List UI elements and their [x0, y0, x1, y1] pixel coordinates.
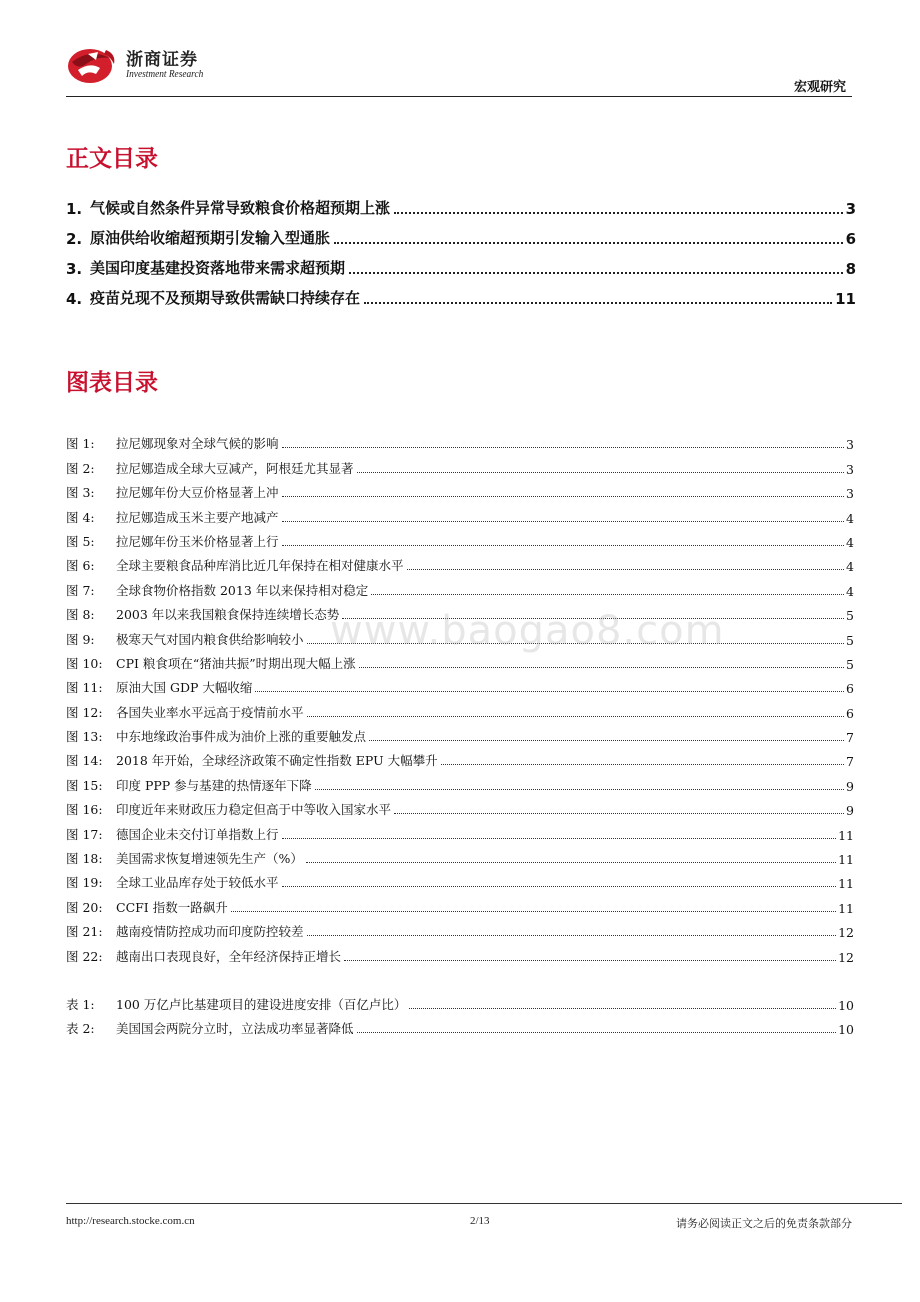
entry-title: 2003 年以来我国粮食保持连续增长态势	[116, 607, 340, 623]
entry-page: 5	[846, 656, 854, 672]
dot-leader	[231, 910, 836, 912]
toc-entry-page: 6	[845, 230, 856, 248]
brand-logo-icon	[66, 42, 120, 86]
dot-leader	[334, 241, 843, 244]
entry-label: 图 2:	[66, 460, 95, 476]
figure-toc-entry[interactable]	[66, 721, 854, 745]
watermark: www.baogao8.com	[330, 608, 725, 654]
report-category: 宏观研究	[793, 80, 846, 95]
entry-title: 全球主要粮食品种库消比近几年保持在相对健康水平	[116, 558, 404, 574]
figure-toc-entry[interactable]	[66, 574, 854, 598]
dot-leader	[394, 211, 843, 214]
figure-toc-entry[interactable]	[66, 891, 854, 915]
entry-title: 全球食物价格指数 2013 年以来保持相对稳定	[116, 582, 369, 598]
entry-label: 图 16:	[66, 802, 103, 818]
toc-entry-number: 2.	[66, 230, 83, 248]
entry-title: 原油大国 GDP 大幅收缩	[116, 680, 253, 696]
entry-title: 2018 年开始，全球经济政策不确定性指数 EPU 大幅攀升	[116, 753, 438, 769]
dot-leader	[282, 837, 837, 839]
footer-url[interactable]: http://research.stocke.com.cn	[66, 1215, 195, 1227]
entry-page: 6	[846, 681, 854, 697]
dot-leader	[369, 739, 844, 741]
dot-leader	[255, 690, 844, 692]
entry-label: 图 11:	[66, 680, 103, 696]
dot-leader	[407, 568, 845, 570]
entry-page: 7	[846, 730, 854, 746]
toc-entry-page: 8	[845, 260, 856, 278]
figure-toc-entry[interactable]	[66, 526, 854, 550]
entry-label: 表 1:	[66, 996, 95, 1012]
entry-page: 11	[838, 876, 854, 892]
dot-leader	[282, 544, 845, 546]
entry-label: 图 3:	[66, 485, 95, 501]
entry-title: 中东地缘政治事件成为油价上涨的重要触发点	[116, 729, 367, 745]
dot-leader	[282, 495, 845, 497]
entry-page: 10	[838, 1022, 854, 1038]
entry-title: 各国失业率水平远高于疫情前水平	[116, 704, 304, 720]
entry-page: 5	[846, 608, 854, 624]
entry-label: 图 6:	[66, 558, 95, 574]
dot-leader	[394, 812, 844, 814]
entry-page: 3	[846, 486, 854, 502]
toc-entry-title: 美国印度基建投资落地带来需求超预期	[90, 259, 346, 277]
footer-disclaimer: 请务必阅读正文之后的免责条款部分	[676, 1217, 852, 1230]
entry-label: 图 14:	[66, 753, 103, 769]
toc-entry[interactable]	[66, 278, 856, 308]
toc-entry[interactable]	[66, 188, 856, 218]
page-header	[66, 40, 854, 98]
dot-leader	[307, 934, 837, 936]
figure-toc-entry[interactable]	[66, 940, 854, 964]
dot-leader	[371, 593, 844, 595]
entry-page: 3	[846, 461, 854, 477]
header-divider	[66, 96, 852, 97]
main-toc-heading: 正文目录	[66, 146, 158, 172]
entry-label: 图 15:	[66, 777, 103, 793]
dot-leader	[344, 959, 836, 961]
entry-page: 11	[838, 900, 854, 916]
figure-toc-entry[interactable]	[66, 672, 854, 696]
dot-leader	[364, 301, 832, 304]
entry-title: 印度近年来财政压力稳定但高于中等收入国家水平	[116, 802, 392, 818]
entry-title: 越南疫情防控成功而印度防控较差	[116, 924, 304, 940]
entry-label: 图 13:	[66, 729, 103, 745]
dot-leader	[359, 666, 844, 668]
entry-title: 拉尼娜年份玉米价格显著上行	[116, 533, 279, 549]
table-toc-entry[interactable]	[66, 989, 854, 1013]
entry-title: 拉尼娜造成玉米主要产地减产	[116, 509, 279, 525]
toc-entry-title: 气候或自然条件异常导致粮食价格超预期上涨	[90, 199, 391, 217]
figure-toc-entry[interactable]	[66, 867, 854, 891]
dot-leader	[357, 471, 845, 473]
figure-toc-entry[interactable]	[66, 794, 854, 818]
toc-entry-number: 4.	[66, 290, 83, 308]
entry-title: CPI 粮食项在“猪油共振”时期出现大幅上涨	[116, 655, 356, 671]
entry-label: 图 22:	[66, 948, 103, 964]
figure-toc-entry[interactable]	[66, 477, 854, 501]
entry-title: 美国需求恢复增速领先生产（%）	[116, 851, 303, 867]
entry-page: 7	[846, 754, 854, 770]
entry-page: 4	[846, 534, 854, 550]
dot-leader	[441, 763, 844, 765]
dot-leader	[282, 520, 845, 522]
entry-title: 拉尼娜造成全球大豆减产，阿根廷尤其显著	[116, 460, 354, 476]
dot-leader	[315, 788, 844, 790]
list-spacer	[66, 965, 854, 989]
entry-label: 图 12:	[66, 704, 103, 720]
figure-toc-entry[interactable]	[66, 452, 854, 476]
figure-toc-entry[interactable]	[66, 428, 854, 452]
main-toc	[66, 188, 856, 308]
dot-leader	[282, 885, 837, 887]
entry-title: 拉尼娜现象对全球气候的影响	[116, 436, 279, 452]
toc-entry-title: 原油供给收缩超预期引发输入型通胀	[90, 229, 331, 247]
entry-page: 9	[846, 778, 854, 794]
entry-title: 印度 PPP 参与基建的热情逐年下降	[116, 777, 312, 793]
entry-page: 10	[838, 997, 854, 1013]
entry-page: 5	[846, 632, 854, 648]
dot-leader	[282, 446, 845, 448]
entry-label: 图 1:	[66, 436, 95, 452]
dot-leader	[349, 271, 843, 274]
footer-page-number: 2/13	[470, 1215, 490, 1227]
entry-label: 图 5:	[66, 533, 95, 549]
figure-toc-entry[interactable]	[66, 501, 854, 525]
figure-toc-heading: 图表目录	[66, 370, 158, 396]
entry-label: 表 2:	[66, 1021, 95, 1037]
toc-entry-number: 1.	[66, 200, 83, 218]
dot-leader	[307, 715, 845, 717]
figure-toc-entry[interactable]	[66, 696, 854, 720]
toc-entry[interactable]	[66, 218, 856, 248]
entry-page: 3	[846, 437, 854, 453]
entry-title: 美国国会两院分立时，立法成功率显著降低	[116, 1021, 354, 1037]
dot-leader	[306, 861, 836, 863]
entry-title: 越南出口表现良好，全年经济保持正增长	[116, 948, 342, 964]
figure-toc-entry[interactable]	[66, 916, 854, 940]
brand-name-cn: 浙商证券	[126, 50, 198, 70]
entry-page: 4	[846, 510, 854, 526]
figure-toc-entry[interactable]	[66, 769, 854, 793]
entry-label: 图 18:	[66, 851, 103, 867]
entry-title: 100 万亿卢比基建项目的建设进度安排（百亿卢比）	[116, 996, 407, 1012]
entry-title: CCFI 指数一路飙升	[116, 899, 228, 915]
figure-toc-entry[interactable]	[66, 843, 854, 867]
toc-entry-title: 疫苗兑现不及预期导致供需缺口持续存在	[90, 289, 361, 307]
toc-entry-page: 3	[845, 200, 856, 218]
entry-label: 图 8:	[66, 607, 95, 623]
entry-label: 图 10:	[66, 655, 103, 671]
table-toc-entry[interactable]	[66, 1013, 854, 1037]
entry-page: 11	[838, 852, 854, 868]
entry-page: 9	[846, 803, 854, 819]
toc-entry[interactable]	[66, 248, 856, 278]
entry-title: 全球工业品库存处于较低水平	[116, 875, 279, 891]
figure-toc	[66, 428, 854, 1037]
entry-label: 图 20:	[66, 899, 103, 915]
entry-label: 图 21:	[66, 924, 103, 940]
entry-title: 德国企业未交付订单指数上行	[116, 826, 279, 842]
brand-name-en: Investment Research	[126, 68, 204, 80]
figure-toc-entry[interactable]	[66, 550, 854, 574]
entry-title: 极寒天气对国内粮食供给影响较小	[116, 631, 304, 647]
toc-entry-page: 11	[835, 290, 856, 308]
entry-page: 11	[838, 827, 854, 843]
entry-label: 图 9:	[66, 631, 95, 647]
entry-page: 4	[846, 559, 854, 575]
dot-leader	[409, 1007, 836, 1009]
entry-page: 12	[838, 949, 854, 965]
entry-label: 图 19:	[66, 875, 103, 891]
entry-label: 图 17:	[66, 826, 103, 842]
entry-page: 12	[838, 925, 854, 941]
entry-label: 图 4:	[66, 509, 95, 525]
entry-title: 拉尼娜年份大豆价格显著上冲	[116, 485, 279, 501]
entry-label: 图 7:	[66, 582, 95, 598]
figure-toc-entry[interactable]	[66, 818, 854, 842]
footer-divider	[66, 1203, 902, 1204]
entry-page: 6	[846, 705, 854, 721]
figure-toc-entry[interactable]	[66, 745, 854, 769]
toc-entry-number: 3.	[66, 260, 83, 278]
entry-page: 4	[846, 583, 854, 599]
dot-leader	[357, 1031, 837, 1033]
